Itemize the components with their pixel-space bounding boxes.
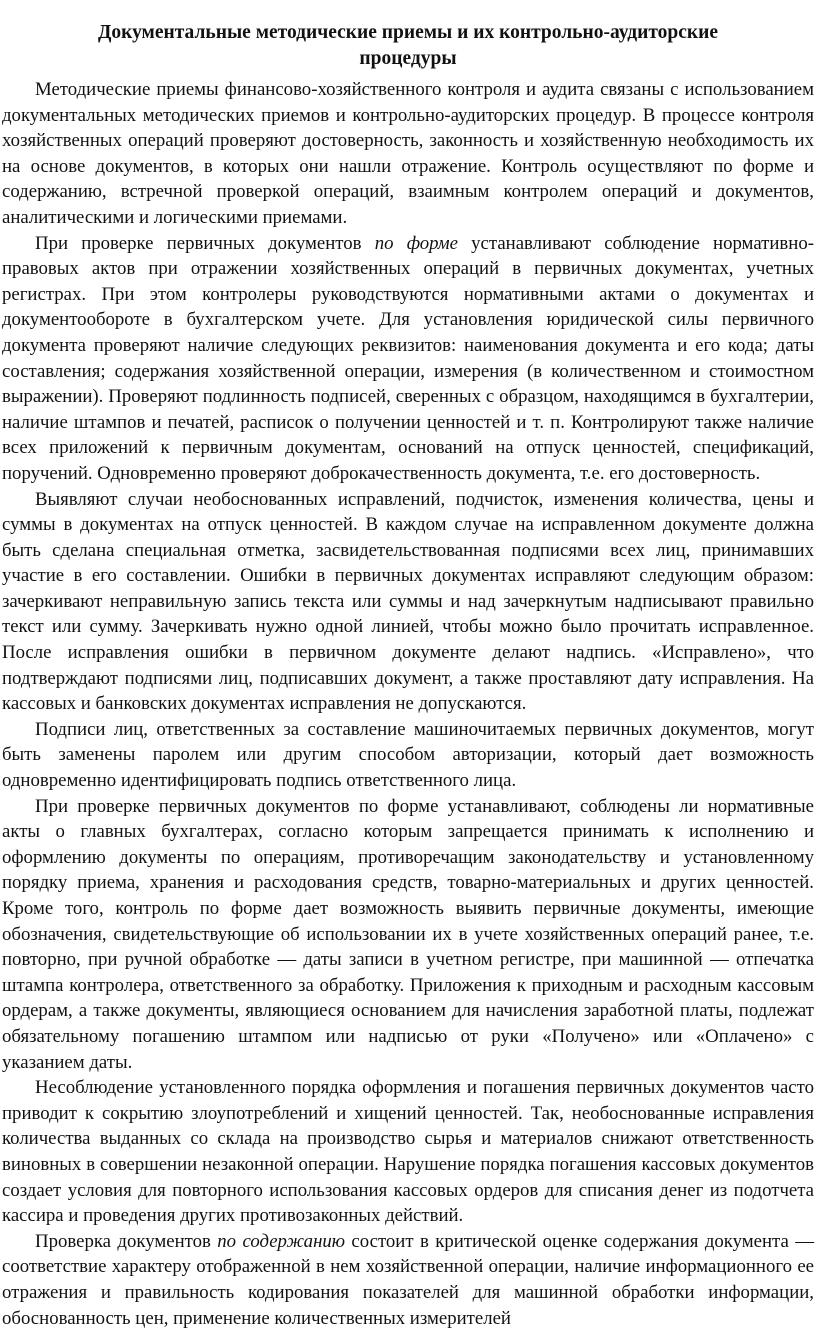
paragraph-6: Несоблюдение установленного порядка оформления и погашения первичных документов часто приводит к сокрытию злоупотреблений и хищений ценностей. Так, необоснованные исправления количества выданных со склада на производство сырья и материалов снижают ответственность виновных в совершении незаконной операции. Нарушение порядка погашения кассовых документов создает условия для повторного использования кассовых ордеров для списания денег из подотчета кассира и проведения других противозаконных действий.	[2, 1077, 814, 1227]
paragraph-1: Методические приемы финансово-хозяйственного контроля и аудита связаны с использованием документальных методических приемов и контрольно-аудиторских процедур. В процессе контроля хозяйственных операций проверяют достоверность, законность и хозяйственную необходимость их на основе документов, в которых они нашли отражение. Контроль осуществляют по форме и содержанию, встречной проверкой операций, взаимным контролем операций и документов, аналитическими и логическими приемами.	[2, 79, 814, 228]
paragraph-2	[2, 231, 814, 487]
paragraph-2-lead: При проверке первичных документов	[35, 232, 375, 254]
paragraph-7-lead: Проверка документов	[35, 1230, 218, 1252]
paragraph-7	[2, 1229, 814, 1331]
paragraph-5: При проверке первичных документов по форме устанавливают, соблюдены ли нормативные акты о главных бухгалтерах, согласно которым запрещается принимать к исполнению и оформлению документы по операциям, противоречащим законодательству и установленному порядку приема, хранения и расходования средств, товарно-материальных и других ценностей. Кроме того, контроль по форме дает возможность выявить первичные документы, имеющие обозначения, свидетельствующие об использовании их в учете хозяйственных операций ранее, т.е. повторно, при ручной обработке — даты записи в учетном регистре, при машинной — отпечатка штампа контролера, ответственного за обработку. Приложения к приходным и расходным кассовым ордерам, а также документы, являющиеся основанием для начисления заработной платы, подлежат обязательному погашению штампом или надписью от руки «Получено» или «Оплачено» с указанием даты.	[2, 795, 814, 1073]
paragraph-7-rest: состоит в критической оценке содержания документа — соответствие характеру отображенной в нем хозяйственной операции, наличие информационного ее отражения и правильность кодирования показателей для машинной обработки информации, обоснованность цен, применение количественных измерителей	[2, 1230, 814, 1329]
document-title: Документальные методические приемы и их контрольно-аудиторские процедуры	[97, 22, 719, 69]
paragraph-3: Выявляют случаи необоснованных исправлений, подчисток, изменения количества, цены и суммы в документах на отпуск ценностей. В каждом случае на исправленном документе должна быть сделана специальная отметка, засвидетельствованная подписями всех лиц, принимавших участие в его составлении. Ошибки в первичных документах исправляют следующим образом: зачеркивают неправильную запись текста или суммы и над зачеркнутым надписывают правильно текст или сумму. Зачеркивать нужно одной линией, чтобы можно было прочитать исправленное. После исправления ошибки в первичном документе делают надпись. «Исправлено», что подтверждают подписями лиц, подписавших документ, а также проставляют дату исправления. На кассовых и банковских документах исправления не допускаются.	[2, 488, 814, 715]
emphasis-po-soderzhaniyu: по содержанию	[217, 1230, 346, 1252]
document-body	[0, 77, 816, 1331]
paragraph-2-rest: устанавливают соблюдение нормативно-правовых актов при отражении хозяйственных операций в первичных документах, учетных регистрах. При этом контролеры руководствуются нормативными актами о документах и документообороте в бухгалтерском учете. Для установления юридической силы первичного документа проверяют наличие следующих реквизитов: наименования документа и его кода; даты составления; содержания хозяйственной операции, измерения (в количественном и стоимостном выражении). Проверяют подлинность подписей, сверенных с образцом, находящимся в бухгалтерии, наличие штампов и печатей, расписок о получении ценностей и т. п. Контролируют также наличие всех приложений к первичным документам, оснований на отпуск ценностей, спецификаций, поручений. Одновременно проверяют доброкачественность документа, т.е. его достоверность.	[2, 232, 814, 484]
paragraph-4: Подписи лиц, ответственных за составление машиночитаемых первичных документов, могут быть заменены паролем или другим способом авторизации, который дает возможность одновременно идентифицировать подпись ответственного лица.	[2, 718, 814, 792]
emphasis-po-forme: по форме	[374, 232, 458, 254]
